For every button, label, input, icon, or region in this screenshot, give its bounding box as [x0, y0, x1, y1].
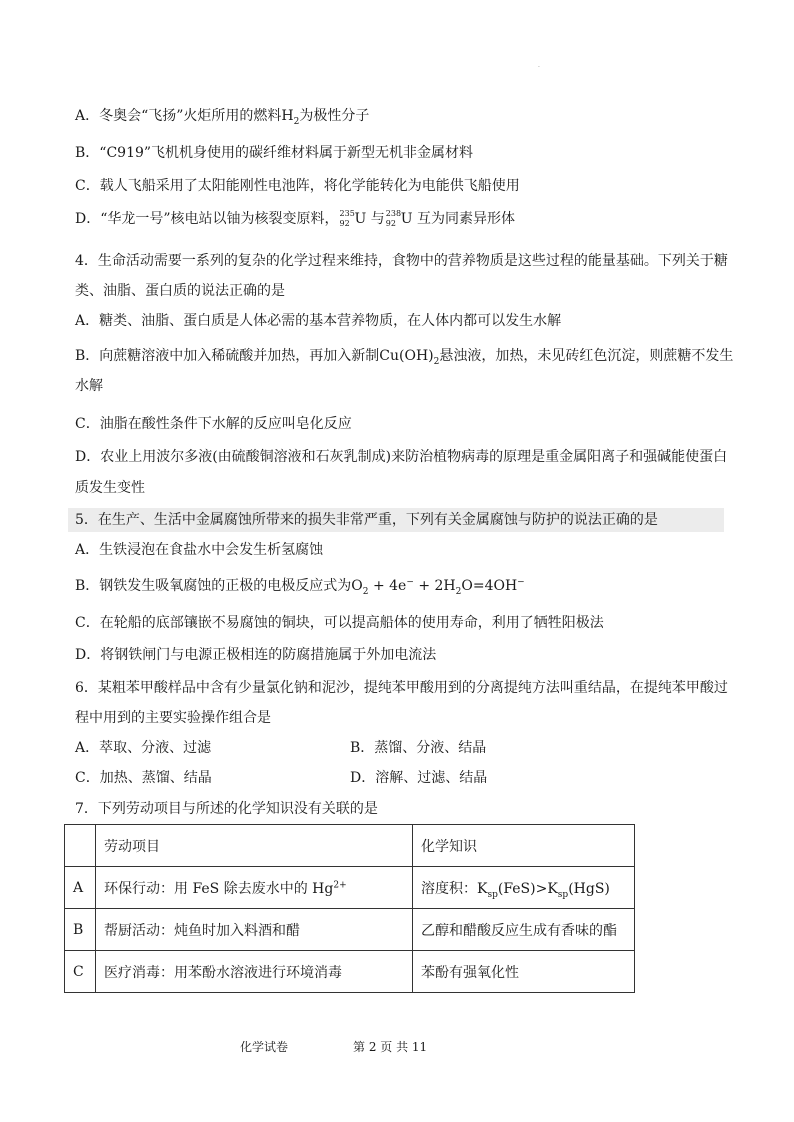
- subscript: 2: [433, 356, 440, 367]
- q3-option-d: [75, 209, 515, 229]
- q6-option-a: A．萃取、分液、过滤: [75, 740, 212, 756]
- table-header-knowledge: 化学知识: [413, 825, 635, 867]
- row-item: 帮厨活动：炖鱼时加入料酒和醋: [96, 909, 413, 951]
- row-label: A: [65, 867, 96, 909]
- table-header-row: [65, 825, 635, 867]
- q4-stem-line1: 4．生命活动需要一系列的复杂的化学过程来维持，食物中的营养物质是这些过程的能量基础。下列关于糖: [75, 253, 728, 269]
- q6-option-b: B．蒸馏、分液、结晶: [350, 740, 487, 756]
- q4-option-b: [75, 346, 733, 366]
- q4-stem-line2: 类、油脂、蛋白质的说法正确的是: [75, 283, 285, 299]
- q7-table: [64, 824, 635, 993]
- isotope-u235: 235 92: [339, 209, 355, 228]
- q4-option-b-cont: 水解: [75, 378, 103, 394]
- q3-d-u1: U 与: [354, 211, 385, 227]
- footer-subject: 化学试卷: [240, 1040, 289, 1054]
- row-item: 医疗消毒：用苯酚水溶液进行环境消毒: [96, 951, 413, 993]
- subscript: 2: [293, 116, 300, 127]
- q3-option-b: B．“C919”飞机机身使用的碳纤维材料属于新型无机非金属材料: [75, 145, 474, 161]
- q3-a-text-end: 为极性分子: [299, 108, 370, 124]
- q5-option-d: D．将钢铁闸门与电源正极相连的防腐措施属于外加电流法: [75, 647, 437, 663]
- q3-option-a: [75, 106, 369, 126]
- q5-option-b: B．钢铁发生吸氧腐蚀的正极的电极反应式为$O_2 + 4e^- + 2H_2O=4OH^-$: [75, 577, 525, 597]
- row-knowledge: 苯酚有强氧化性: [413, 951, 635, 993]
- row-label: C: [65, 951, 96, 993]
- q6-stem-line2: 程中用到的主要实验操作组合是: [75, 710, 271, 726]
- row-knowledge: 溶度积：$K_{sp}(FeS)>K_{sp}(HgS)$: [413, 867, 635, 909]
- footer-page: 第 2 页 共 11: [353, 1040, 428, 1054]
- q5-option-c: C．在轮船的底部镶嵌不易腐蚀的铜块，可以提高船体的使用寿命，利用了牺牲阳极法: [75, 615, 604, 631]
- q6-option-c: C．加热、蒸馏、结晶: [75, 770, 212, 786]
- row-knowledge: 乙醇和醋酸反应生成有香味的酯: [413, 909, 635, 951]
- table-row: [65, 867, 635, 909]
- q6-stem-line1: 6．某粗苯甲酸样品中含有少量氯化钠和泥沙，提纯苯甲酸用到的分离提纯方法叫重结晶，在提纯苯甲酸过: [75, 680, 728, 696]
- row-label: B: [65, 909, 96, 951]
- isotope-u238: 238 92: [385, 209, 402, 228]
- q4-option-c: C．油脂在酸性条件下水解的反应叫皂化反应: [75, 416, 352, 432]
- q7-stem: 7．下列劳动项目与所述的化学知识没有关联的是: [75, 801, 378, 817]
- q5-option-a: A．生铁浸泡在食盐水中会发生析氢腐蚀: [75, 542, 324, 558]
- q3-option-c: C．载人飞船采用了太阳能刚性电池阵，将化学能转化为电能供飞船使用: [75, 178, 520, 194]
- table-cell-empty: [65, 825, 96, 867]
- scan-mark: ·: [538, 64, 540, 71]
- table-header-item: 劳动项目: [96, 825, 413, 867]
- q6-option-d: D．溶解、过滤、结晶: [350, 770, 488, 786]
- q3-d-text: D．“华龙一号”核电站以铀为核裂变原料，: [75, 211, 339, 227]
- q5-stem: 5．在生产、生活中金属腐蚀所带来的损失非常严重，下列有关金属腐蚀与防护的说法正确的是: [75, 512, 658, 528]
- q4-option-d-line2: 质发生变性: [75, 480, 145, 496]
- q3-a-text: A．冬奥会“飞扬”火炬所用的燃料H: [75, 108, 294, 124]
- q4-option-d-line1: D．农业上用波尔多液(由硫酸铜溶液和石灰乳制成)来防治植物病毒的原理是重金属阳离子和强碱能使蛋白: [75, 449, 728, 465]
- table-row: [65, 951, 635, 993]
- q4-b-text: B．向蔗糖溶液中加入稀硫酸并加热，再加入新制: [75, 348, 380, 364]
- table-row: [65, 909, 635, 951]
- q4-option-a: A．糖类、油脂、蛋白质是人体必需的基本营养物质，在人体内都可以发生水解: [75, 313, 562, 329]
- row-item: 环保行动：用 FeS 除去废水中的 $Hg^{2+}$: [96, 867, 413, 909]
- formula: Cu(OH): [379, 348, 434, 364]
- q4-b-text-end: 悬浊液，加热，未见砖红色沉淀，则蔗糖不发生: [439, 348, 734, 364]
- q3-d-u2: U 互为同素异形体: [400, 211, 516, 227]
